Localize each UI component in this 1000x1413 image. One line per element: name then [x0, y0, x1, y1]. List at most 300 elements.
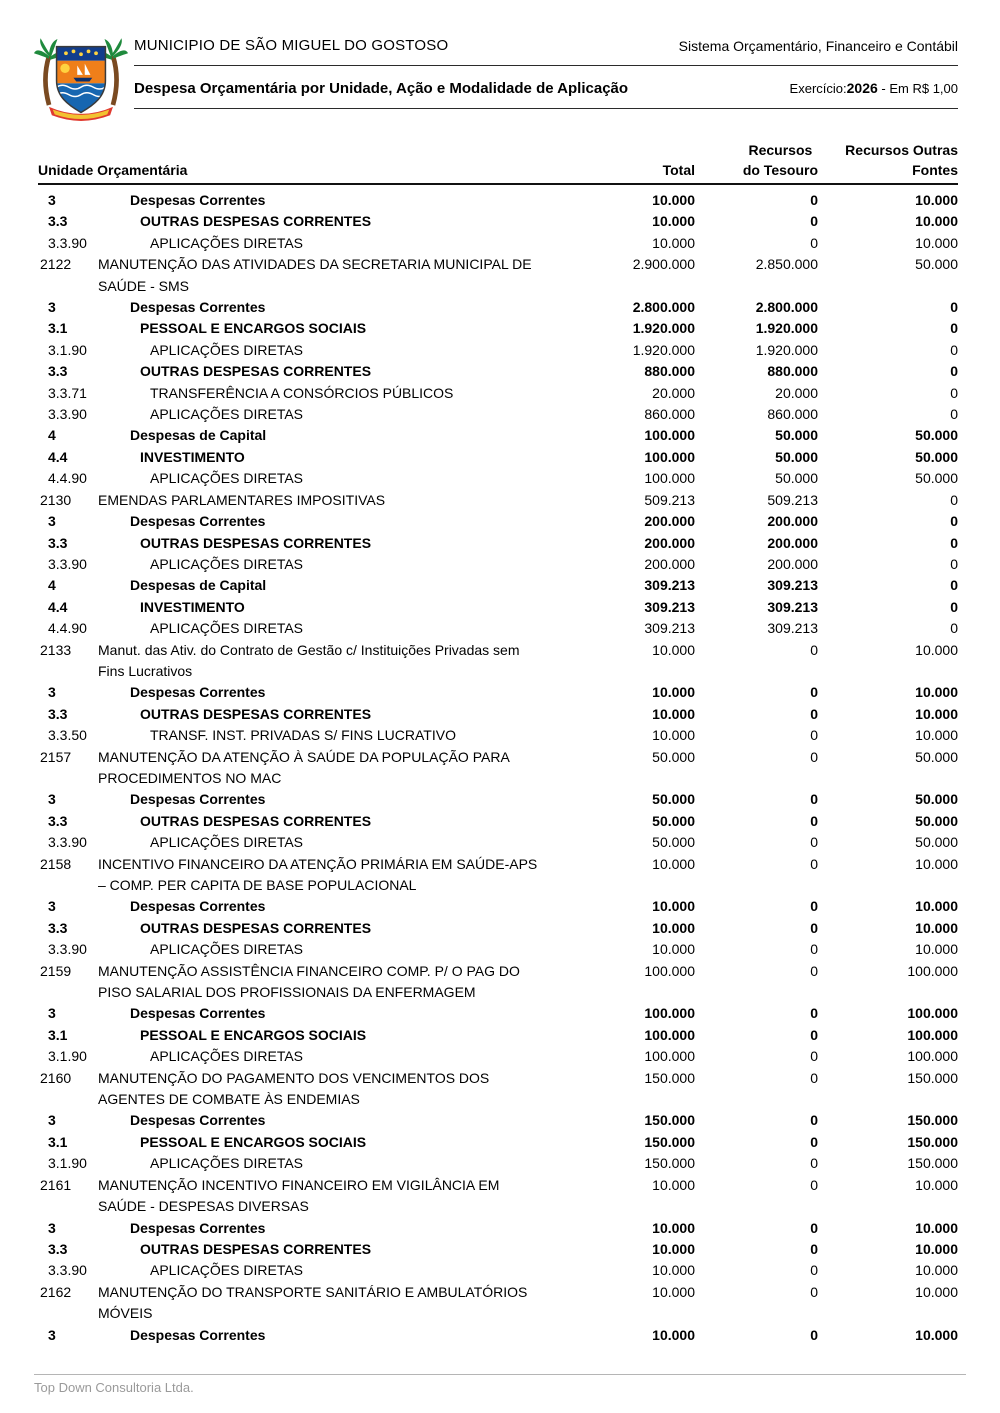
row-description: APLICAÇÕES DIRETAS — [150, 341, 304, 358]
table-row — [38, 1046, 958, 1067]
row-description: MANUTENÇÃO INCENTIVO FINANCEIRO EM VIGILÂNCIA EM SAÚDE - DESPESAS DIVERSAS — [98, 1176, 500, 1215]
row-code: 3 — [48, 513, 56, 530]
table-row — [38, 361, 958, 382]
row-code: 3 — [48, 684, 56, 701]
row-code: 3.3 — [48, 919, 68, 936]
table-row — [38, 618, 958, 639]
row-description: APLICAÇÕES DIRETAS — [150, 1155, 304, 1172]
row-other-funds: 10.000 — [915, 234, 958, 251]
row-treasury-funds: 0 — [810, 213, 818, 230]
table-row — [38, 1153, 958, 1174]
row-code: 3.3.90 — [48, 555, 87, 572]
column-header-total: Total — [662, 162, 695, 178]
row-total: 10.000 — [652, 1283, 695, 1300]
row-treasury-funds: 2.850.000 — [755, 256, 818, 273]
table-row — [38, 511, 958, 532]
row-treasury-funds: 200.000 — [767, 555, 818, 572]
row-treasury-funds: 0 — [810, 855, 818, 872]
table-row — [38, 725, 958, 746]
row-total: 100.000 — [644, 470, 695, 487]
row-treasury-funds: 1.920.000 — [755, 320, 818, 337]
row-description: OUTRAS DESPESAS CORRENTES — [140, 534, 372, 551]
row-other-funds: 50.000 — [915, 470, 958, 487]
table-row — [38, 1025, 958, 1046]
row-code: 2159 — [40, 962, 72, 979]
column-header-treasury-line2: do Tesouro — [742, 162, 818, 178]
row-code: 3.1.90 — [48, 341, 87, 358]
row-description: Despesas Correntes — [130, 513, 266, 530]
row-description: MANUTENÇÃO DO TRANSPORTE SANITÁRIO E AMBULATÓRIOS MÓVEIS — [98, 1283, 528, 1322]
row-code: 4.4.90 — [48, 620, 87, 637]
table-row — [38, 1175, 958, 1218]
row-treasury-funds: 309.213 — [767, 577, 818, 594]
row-other-funds: 50.000 — [915, 256, 958, 273]
row-other-funds: 10.000 — [915, 705, 958, 722]
row-total: 10.000 — [652, 941, 695, 958]
municipality-name: MUNICIPIO DE SÃO MIGUEL DO GOSTOSO — [134, 37, 449, 54]
budget-table — [38, 122, 958, 1346]
currency-note: - Em R$ 1,00 — [881, 81, 958, 96]
row-description: Despesas Correntes — [130, 192, 266, 208]
row-treasury-funds: 309.213 — [767, 620, 818, 637]
row-description: OUTRAS DESPESAS CORRENTES — [140, 919, 372, 936]
row-code: 3 — [48, 192, 56, 208]
table-body — [38, 185, 958, 1346]
row-code: 2130 — [40, 491, 72, 508]
row-other-funds: 50.000 — [915, 748, 958, 765]
table-row — [38, 939, 958, 960]
table-row — [38, 404, 958, 425]
row-description: Despesas de Capital — [130, 427, 267, 444]
row-other-funds: 150.000 — [907, 1112, 958, 1129]
row-treasury-funds: 509.213 — [767, 491, 818, 508]
row-other-funds: 10.000 — [915, 684, 958, 701]
table-row — [38, 254, 958, 297]
table-row — [38, 1239, 958, 1260]
table-row — [38, 832, 958, 853]
table-row — [38, 468, 958, 489]
footer-company: Top Down Consultoria Ltda. — [34, 1380, 194, 1395]
row-total: 10.000 — [652, 1176, 695, 1193]
row-total: 10.000 — [652, 898, 695, 915]
row-description: Despesas Correntes — [130, 299, 266, 316]
row-other-funds: 0 — [950, 577, 958, 594]
row-total: 309.213 — [644, 598, 695, 615]
row-total: 150.000 — [644, 1112, 695, 1129]
row-description: EMENDAS PARLAMENTARES IMPOSITIVAS — [98, 491, 386, 508]
row-description: APLICAÇÕES DIRETAS — [150, 234, 304, 251]
header-text-block — [134, 24, 958, 122]
row-code: 2133 — [40, 641, 72, 658]
row-description: Despesas de Capital — [130, 577, 267, 594]
table-row — [38, 425, 958, 446]
row-total: 10.000 — [652, 213, 695, 230]
row-other-funds: 0 — [950, 320, 958, 337]
table-row — [38, 383, 958, 404]
row-description: Despesas Correntes — [130, 1219, 266, 1236]
row-code: 3 — [48, 1112, 56, 1129]
row-total: 1.920.000 — [632, 320, 695, 337]
row-treasury-funds: 0 — [810, 1048, 818, 1065]
table-row — [38, 789, 958, 810]
row-code: 3.3 — [48, 534, 68, 551]
row-treasury-funds: 2.800.000 — [755, 299, 818, 316]
column-header-other-sources — [818, 140, 958, 180]
row-treasury-funds: 0 — [810, 1240, 818, 1257]
row-other-funds: 10.000 — [915, 898, 958, 915]
row-other-funds: 10.000 — [915, 1262, 958, 1279]
row-description: TRANSF. INST. PRIVADAS S/ FINS LUCRATIVO — [150, 727, 456, 744]
row-description: PESSOAL E ENCARGOS SOCIAIS — [140, 320, 367, 337]
page-footer — [34, 1374, 966, 1395]
row-description: TRANSFERÊNCIA A CONSÓRCIOS PÚBLICOS — [150, 384, 454, 401]
row-total: 860.000 — [644, 406, 695, 423]
row-treasury-funds: 200.000 — [767, 513, 818, 530]
row-description: MANUTENÇÃO DAS ATIVIDADES DA SECRETARIA MUNICIPAL DE SAÚDE - SMS — [98, 256, 532, 294]
row-description: Despesas Correntes — [130, 684, 266, 701]
row-code: 3 — [48, 898, 56, 915]
row-description: INVESTIMENTO — [140, 448, 245, 465]
table-row — [38, 811, 958, 832]
row-total: 200.000 — [644, 513, 695, 530]
row-description: APLICAÇÕES DIRETAS — [150, 620, 304, 637]
row-total: 10.000 — [652, 1262, 695, 1279]
row-other-funds: 10.000 — [915, 1219, 958, 1236]
table-row — [38, 854, 958, 897]
row-total: 2.900.000 — [632, 256, 695, 273]
row-treasury-funds: 20.000 — [775, 384, 818, 401]
row-description: Despesas Correntes — [130, 1326, 266, 1343]
row-code: 4.4.90 — [48, 470, 87, 487]
row-description: APLICAÇÕES DIRETAS — [150, 406, 304, 423]
row-code: 3.3 — [48, 213, 68, 230]
exercise-info — [790, 78, 958, 99]
row-other-funds: 150.000 — [907, 1155, 958, 1172]
row-code: 3 — [48, 299, 56, 316]
row-other-funds: 10.000 — [915, 727, 958, 744]
row-total: 100.000 — [644, 1005, 695, 1022]
row-other-funds: 100.000 — [907, 1005, 958, 1022]
row-other-funds: 10.000 — [915, 192, 958, 208]
row-total: 10.000 — [652, 192, 695, 208]
row-total: 10.000 — [652, 855, 695, 872]
row-treasury-funds: 0 — [810, 1283, 818, 1300]
row-treasury-funds: 0 — [810, 1133, 818, 1150]
row-code: 3.1 — [48, 1133, 68, 1150]
column-header-unit: Unidade Orçamentária — [38, 162, 188, 178]
row-code: 3.3.50 — [48, 727, 87, 744]
row-treasury-funds: 0 — [810, 1176, 818, 1193]
municipality-logo — [34, 24, 128, 122]
row-treasury-funds: 0 — [810, 1005, 818, 1022]
row-treasury-funds: 0 — [810, 1069, 818, 1086]
row-description: MANUTENÇÃO DA ATENÇÃO À SAÚDE DA POPULAÇÃO PARA PROCEDIMENTOS NO MAC — [98, 748, 510, 786]
row-total: 10.000 — [652, 1219, 695, 1236]
row-total: 10.000 — [652, 919, 695, 936]
table-row — [38, 1325, 958, 1346]
row-code: 4.4 — [48, 598, 68, 615]
report-title: Despesa Orçamentária por Unidade, Ação e Modalidade de Aplicação — [134, 80, 629, 97]
row-total: 10.000 — [652, 705, 695, 722]
system-name: Sistema Orçamentário, Financeiro e Contábil — [678, 38, 958, 54]
row-other-funds: 10.000 — [915, 641, 958, 658]
row-code: 4 — [48, 427, 56, 444]
row-description: OUTRAS DESPESAS CORRENTES — [140, 363, 372, 380]
row-total: 2.800.000 — [632, 299, 695, 316]
row-other-funds: 10.000 — [915, 1283, 958, 1300]
row-code: 2158 — [40, 855, 72, 872]
row-other-funds: 0 — [950, 299, 958, 316]
row-total: 100.000 — [644, 1026, 695, 1043]
row-total: 150.000 — [644, 1069, 695, 1086]
row-other-funds: 150.000 — [907, 1133, 958, 1150]
table-row — [38, 1068, 958, 1111]
row-total: 10.000 — [652, 684, 695, 701]
table-row — [38, 1132, 958, 1153]
row-total: 10.000 — [652, 1326, 695, 1343]
row-description: OUTRAS DESPESAS CORRENTES — [140, 705, 372, 722]
row-treasury-funds: 0 — [810, 1262, 818, 1279]
row-code: 3 — [48, 791, 56, 808]
row-description: PESSOAL E ENCARGOS SOCIAIS — [140, 1026, 367, 1043]
table-row — [38, 447, 958, 468]
row-code: 3 — [48, 1219, 56, 1236]
row-code: 3.3.90 — [48, 1262, 87, 1279]
row-description: Despesas Correntes — [130, 1005, 266, 1022]
row-treasury-funds: 0 — [810, 919, 818, 936]
table-row — [38, 533, 958, 554]
row-code: 3.3.71 — [48, 384, 87, 401]
row-total: 200.000 — [644, 555, 695, 572]
row-treasury-funds: 200.000 — [767, 534, 818, 551]
row-description: OUTRAS DESPESAS CORRENTES — [140, 213, 372, 230]
row-description: APLICAÇÕES DIRETAS — [150, 555, 304, 572]
row-code: 3.1.90 — [48, 1155, 87, 1172]
row-total: 309.213 — [644, 620, 695, 637]
row-other-funds: 10.000 — [915, 1240, 958, 1257]
header-divider-bottom — [134, 108, 958, 109]
table-row — [38, 1218, 958, 1239]
row-other-funds: 0 — [950, 363, 958, 380]
row-code: 3.1 — [48, 1026, 68, 1043]
row-other-funds: 0 — [950, 620, 958, 637]
row-description: OUTRAS DESPESAS CORRENTES — [140, 1240, 372, 1257]
row-other-funds: 0 — [950, 513, 958, 530]
row-treasury-funds: 0 — [810, 962, 818, 979]
row-other-funds: 10.000 — [915, 855, 958, 872]
row-code: 3.1.90 — [48, 1048, 87, 1065]
row-code: 3 — [48, 1326, 56, 1343]
row-other-funds: 10.000 — [915, 941, 958, 958]
row-other-funds: 10.000 — [915, 1326, 958, 1343]
column-header-other-line1: Recursos Outras — [845, 142, 958, 158]
row-treasury-funds: 0 — [810, 1326, 818, 1343]
row-other-funds: 0 — [950, 534, 958, 551]
row-treasury-funds: 0 — [810, 1112, 818, 1129]
table-row — [38, 1282, 958, 1325]
row-code: 3.1 — [48, 320, 68, 337]
table-row — [38, 575, 958, 596]
row-treasury-funds: 0 — [810, 684, 818, 701]
exercise-label: Exercício: — [789, 81, 847, 96]
row-code: 2160 — [40, 1069, 72, 1086]
row-total: 50.000 — [652, 834, 695, 851]
row-treasury-funds: 0 — [810, 812, 818, 829]
row-code: 4 — [48, 577, 56, 594]
row-description: APLICAÇÕES DIRETAS — [150, 941, 304, 958]
header-divider-top — [134, 65, 958, 66]
row-total: 150.000 — [644, 1133, 695, 1150]
row-total: 100.000 — [644, 427, 695, 444]
table-row — [38, 896, 958, 917]
row-treasury-funds: 50.000 — [775, 448, 818, 465]
row-other-funds: 10.000 — [915, 213, 958, 230]
row-total: 100.000 — [644, 1048, 695, 1065]
row-code: 2161 — [40, 1176, 72, 1193]
row-description: APLICAÇÕES DIRETAS — [150, 834, 304, 851]
table-row — [38, 190, 958, 211]
row-other-funds: 0 — [950, 555, 958, 572]
row-treasury-funds: 0 — [810, 192, 818, 208]
table-column-headers — [38, 122, 958, 185]
table-row — [38, 704, 958, 725]
row-total: 100.000 — [644, 448, 695, 465]
row-description: OUTRAS DESPESAS CORRENTES — [140, 812, 372, 829]
table-row — [38, 597, 958, 618]
row-treasury-funds: 309.213 — [767, 598, 818, 615]
table-row — [38, 340, 958, 361]
coat-of-arms-icon — [34, 24, 128, 122]
row-code: 3 — [48, 1005, 56, 1022]
table-row — [38, 211, 958, 232]
row-description: MANUTENÇÃO DO PAGAMENTO DOS VENCIMENTOS DOS AGENTES DE COMBATE ÀS ENDEMIAS — [98, 1069, 490, 1108]
row-code: 4.4 — [48, 448, 68, 465]
row-code: 2162 — [40, 1283, 72, 1300]
row-treasury-funds: 860.000 — [767, 406, 818, 423]
table-row — [38, 1003, 958, 1024]
row-code: 3.3.90 — [48, 406, 87, 423]
shield — [57, 47, 106, 114]
row-other-funds: 50.000 — [915, 448, 958, 465]
table-row — [38, 1110, 958, 1131]
row-total: 50.000 — [652, 748, 695, 765]
row-treasury-funds: 0 — [810, 705, 818, 722]
row-total: 150.000 — [644, 1155, 695, 1172]
table-row — [38, 318, 958, 339]
table-row — [38, 233, 958, 254]
column-header-treasury-line1: Recursos — [748, 142, 813, 158]
row-total: 880.000 — [644, 363, 695, 380]
row-total: 20.000 — [652, 384, 695, 401]
row-treasury-funds: 880.000 — [767, 363, 818, 380]
row-total: 50.000 — [652, 812, 695, 829]
row-other-funds: 150.000 — [907, 1069, 958, 1086]
row-description: MANUTENÇÃO ASSISTÊNCIA FINANCEIRO COMP. P/ O PAG DO PISO SALARIAL DOS PROFISSIONAIS DA ENFERMAGEM — [98, 962, 520, 1001]
row-treasury-funds: 0 — [810, 791, 818, 808]
row-description: Manut. das Ativ. do Contrato de Gestão c/ Instituições Privadas sem Fins Lucrativos — [98, 641, 520, 679]
row-description: Despesas Correntes — [130, 898, 266, 915]
row-total: 200.000 — [644, 534, 695, 551]
table-row — [38, 682, 958, 703]
row-description: APLICAÇÕES DIRETAS — [150, 470, 304, 487]
row-other-funds: 50.000 — [915, 812, 958, 829]
row-other-funds: 50.000 — [915, 427, 958, 444]
column-header-treasury — [695, 140, 818, 180]
row-treasury-funds: 1.920.000 — [755, 341, 818, 358]
row-other-funds: 100.000 — [907, 1048, 958, 1065]
row-description: PESSOAL E ENCARGOS SOCIAIS — [140, 1133, 367, 1150]
row-description: Despesas Correntes — [130, 791, 266, 808]
row-total: 509.213 — [644, 491, 695, 508]
row-description: APLICAÇÕES DIRETAS — [150, 1048, 304, 1065]
row-treasury-funds: 50.000 — [775, 427, 818, 444]
row-code: 3.3 — [48, 1240, 68, 1257]
table-row — [38, 961, 958, 1004]
row-total: 100.000 — [644, 962, 695, 979]
table-row — [38, 1260, 958, 1281]
row-other-funds: 0 — [950, 406, 958, 423]
row-total: 50.000 — [652, 791, 695, 808]
row-total: 309.213 — [644, 577, 695, 594]
row-total: 10.000 — [652, 641, 695, 658]
row-code: 3.3 — [48, 812, 68, 829]
row-total: 1.920.000 — [632, 341, 695, 358]
row-description: Despesas Correntes — [130, 1112, 266, 1129]
row-description: INVESTIMENTO — [140, 598, 245, 615]
row-other-funds: 100.000 — [907, 962, 958, 979]
row-other-funds: 0 — [950, 384, 958, 401]
table-row — [38, 490, 958, 511]
row-description: INCENTIVO FINANCEIRO DA ATENÇÃO PRIMÁRIA EM SAÚDE-APS – COMP. PER CAPITA DE BASE POPULACIONAL — [98, 855, 538, 893]
row-other-funds: 10.000 — [915, 919, 958, 936]
row-treasury-funds: 0 — [810, 1219, 818, 1236]
table-row — [38, 640, 958, 683]
row-other-funds: 0 — [950, 491, 958, 508]
row-code: 2157 — [40, 748, 72, 765]
row-total: 10.000 — [652, 1240, 695, 1257]
row-treasury-funds: 0 — [810, 898, 818, 915]
row-other-funds: 0 — [950, 341, 958, 358]
row-code: 3.3.90 — [48, 941, 87, 958]
table-row — [38, 747, 958, 790]
column-header-other-line2: Fontes — [912, 162, 958, 178]
row-other-funds: 0 — [950, 598, 958, 615]
row-code: 3.3 — [48, 363, 68, 380]
row-code: 2122 — [40, 256, 72, 273]
row-treasury-funds: 0 — [810, 234, 818, 251]
table-row — [38, 554, 958, 575]
row-treasury-funds: 0 — [810, 748, 818, 765]
row-total: 10.000 — [652, 234, 695, 251]
table-row — [38, 918, 958, 939]
row-treasury-funds: 0 — [810, 834, 818, 851]
row-other-funds: 100.000 — [907, 1026, 958, 1043]
table-row — [38, 297, 958, 318]
row-code: 3.3.90 — [48, 834, 87, 851]
row-treasury-funds: 0 — [810, 941, 818, 958]
row-treasury-funds: 50.000 — [775, 470, 818, 487]
row-treasury-funds: 0 — [810, 1026, 818, 1043]
row-treasury-funds: 0 — [810, 641, 818, 658]
row-code: 3.3 — [48, 705, 68, 722]
row-total: 10.000 — [652, 727, 695, 744]
report-header — [0, 0, 1000, 122]
row-treasury-funds: 0 — [810, 1155, 818, 1172]
row-code: 3.3.90 — [48, 234, 87, 251]
row-description: APLICAÇÕES DIRETAS — [150, 1262, 304, 1279]
exercise-year: 2026 — [846, 80, 878, 96]
row-other-funds: 50.000 — [915, 791, 958, 808]
